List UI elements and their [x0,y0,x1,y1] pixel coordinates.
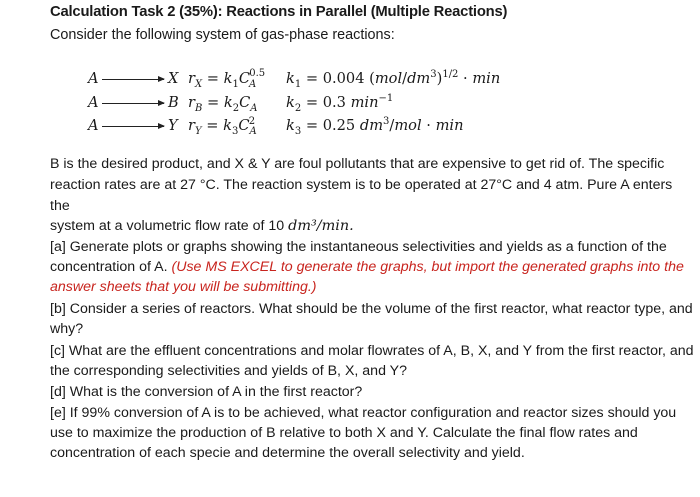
reaction-row-2 [88,94,688,116]
question-e: [e] If 99% conversion of A is to be achieved, what reactor configuration and reactor sizes should you use to maximize the production of B relative to both X and Y. Calculate the final flow rates and concentration of each specie and determine the overall selectivity and yield. [50,405,677,461]
question-a: [a] Generate plots or graphs showing the instantaneous selectivities and yields as a function of the concentration of A. (Use MS EXCEL to generate the graphs, but import the generated graphs into the answer sheets that you will be submitting.) [50,239,684,295]
reactant: A [88,94,99,111]
product: Y [168,117,178,134]
question-b: [b] Consider a series of reactors. What should be the volume of the first reactor, what reactor type, and why? [50,301,693,337]
arrow-icon [102,126,164,127]
rate-constant: $k_3 = 0.25$ $dm^3$/mol · min [286,116,464,137]
reactant: A [88,117,99,134]
rate-constant: $k_1 = 0.004$ $(mol/dm^3)^{1/2} \cdot \min$ [286,69,501,90]
question-d: [d] What is the conversion of A in the first reactor? [50,384,363,400]
product: B [168,94,179,111]
description-line: reaction rates are at 27 °C. The reaction system is to be operated at 27°C and 4 atm. Pure A enters the [50,176,673,214]
page-title: Calculation Task 2 (35%): Reactions in Parallel (Multiple Reactions) [50,4,508,20]
rate-law: $r_Y = k_3C_A^2$ [188,116,257,137]
description-paragraph [50,154,695,237]
description-line: B is the desired product, and X & Y are foul pollutants that are expensive to get rid of. The specific [50,156,665,172]
question-a-note: (Use MS EXCEL to generate the graphs, but import the generated graphs into the answer sheets that you will be submitting.) [50,258,684,295]
reaction-row-1 [88,70,688,92]
description-line: system at a volumetric flow rate of 10 dm³/min. [50,218,354,235]
rate-constant: $k_2 = 0.3$ $\min^{-1}$ [286,93,394,114]
rate-law: $r_X = k_1C_A^{0.5}$ [188,68,266,90]
arrow-icon [102,79,164,80]
flow-rate-unit: dm³/min. [288,218,354,235]
rate-law: $r_B = k_2C_A$ [188,94,258,114]
reaction-row-3 [88,117,688,139]
intro-text: Consider the following system of gas-phase reactions: [50,27,395,43]
arrow-icon [102,103,164,104]
question-c: [c] What are the effluent concentrations and molar flowrates of A, B, X, and Y from the first reactor, and the corresponding selectivities and yields of B, X, and Y? [50,343,694,379]
product: X [168,70,179,87]
reactant: A [88,70,99,87]
